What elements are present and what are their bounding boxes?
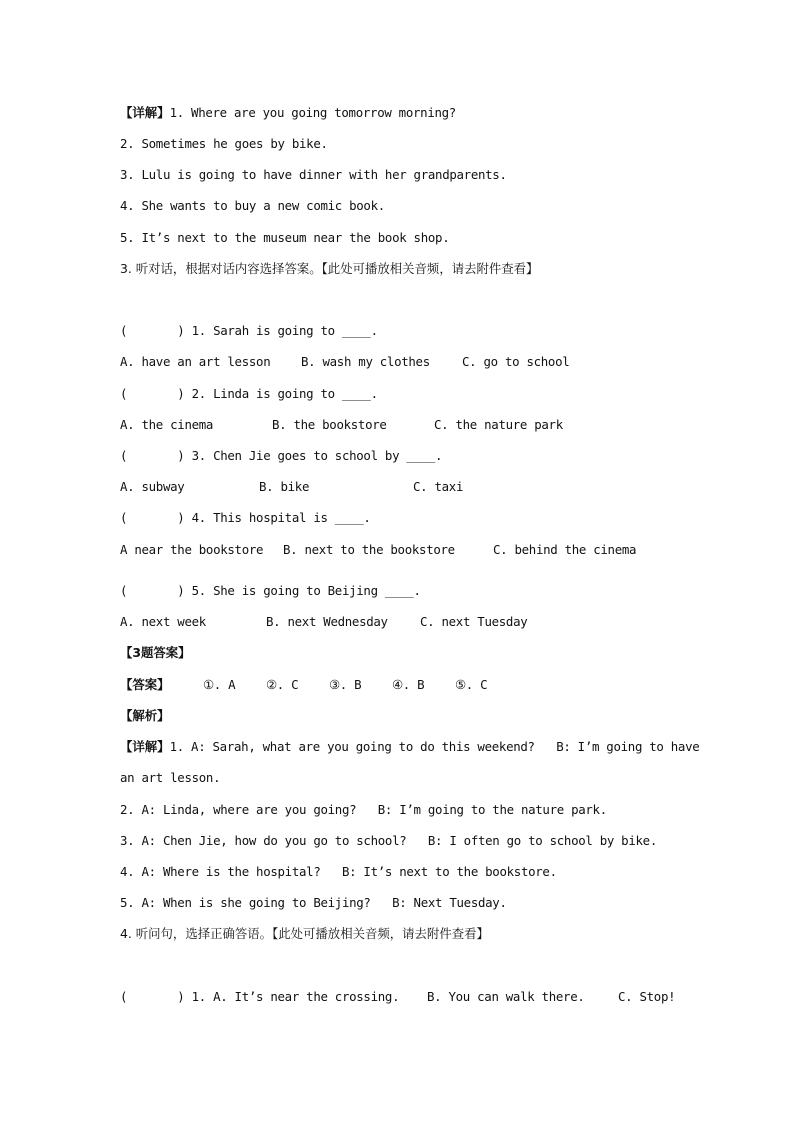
option-a: A. the cinema <box>120 417 214 432</box>
analysis-line-2: 2. A: Linda, where are you going? B: I’m going to the nature park. <box>120 802 607 817</box>
detail-tag: 【详解】 <box>120 739 170 754</box>
option-b: B. next Wednesday <box>266 614 388 629</box>
option-a: A. subway <box>120 479 185 494</box>
options-5 <box>120 614 720 630</box>
detail-line-3: 3. Lulu is going to have dinner with her grandparents. <box>120 167 507 182</box>
question-text: ( ) 1. A. It’s near the crossing. <box>120 989 400 1004</box>
option-c: C. go to school <box>462 354 570 369</box>
option-a: A near the bookstore <box>120 542 264 557</box>
option-c: C. behind the cinema <box>493 542 637 557</box>
answer-5: ⑤. C <box>455 677 488 692</box>
analysis-line-3: 3. A: Chen Jie, how do you go to school? B: I often go to school by bike. <box>120 833 657 848</box>
section3-heading: 3. 听对话，根据对话内容选择答案。【此处可播放相关音频，请去附件查看】 <box>120 261 539 276</box>
question-2: ( ) 2. Linda is going to ____. <box>120 386 378 401</box>
options-1 <box>120 354 720 370</box>
option-c: C. next Tuesday <box>420 614 528 629</box>
option-a: A. have an art lesson <box>120 354 271 369</box>
option-b: B. the bookstore <box>272 417 387 432</box>
section4-question-1 <box>120 989 720 1005</box>
answer-2: ②. C <box>266 677 299 692</box>
option-c: C. taxi <box>413 479 464 494</box>
option-a: A. next week <box>120 614 206 629</box>
analysis-line-4: 4. A: Where is the hospital? B: It’s next to the bookstore. <box>120 864 557 879</box>
question-1: ( ) 1. Sarah is going to ____. <box>120 323 378 338</box>
section4-heading: 4. 听问句，选择正确答语。【此处可播放相关音频，请去附件查看】 <box>120 926 489 941</box>
option-c: C. the nature park <box>434 417 563 432</box>
option-b: B. next to the bookstore <box>283 542 455 557</box>
detail-line-4: 4. She wants to buy a new comic book. <box>120 198 385 213</box>
option-b: B. You can walk there. <box>427 989 585 1004</box>
analysis-line-1b: an art lesson. <box>120 770 221 785</box>
answer-title: 【3题答案】 <box>120 645 191 660</box>
option-b: B. bike <box>259 479 310 494</box>
question-3: ( ) 3. Chen Jie goes to school by ____. <box>120 448 443 463</box>
question-4: ( ) 4. This hospital is ____. <box>120 510 371 525</box>
analysis-line-5: 5. A: When is she going to Beijing? B: Next Tuesday. <box>120 895 507 910</box>
analysis-tag: 【解析】 <box>120 708 170 723</box>
answer-1: ①. A <box>203 677 236 692</box>
answer-tag: 【答案】 <box>120 677 170 692</box>
analysis-text: 1. A: Sarah, what are you going to do this weekend? B: I’m going to have <box>169 739 700 754</box>
detail-text: 1. Where are you going tomorrow morning? <box>169 105 456 120</box>
options-2 <box>120 417 720 433</box>
analysis-line-1 <box>120 739 699 755</box>
detail-line-2: 2. Sometimes he goes by bike. <box>120 136 328 151</box>
option-b: B. wash my clothes <box>301 354 430 369</box>
option-c: C. Stop! <box>618 989 676 1004</box>
answer-3: ③. B <box>329 677 362 692</box>
question-5: ( ) 5. She is going to Beijing ____. <box>120 583 421 598</box>
options-3 <box>120 479 720 495</box>
detail-line-5: 5. It’s next to the museum near the book shop. <box>120 230 450 245</box>
detail-line-1 <box>120 105 456 121</box>
options-4 <box>120 542 720 558</box>
detail-tag: 【详解】 <box>120 105 170 120</box>
answer-row <box>120 677 720 693</box>
answer-4: ④. B <box>392 677 425 692</box>
